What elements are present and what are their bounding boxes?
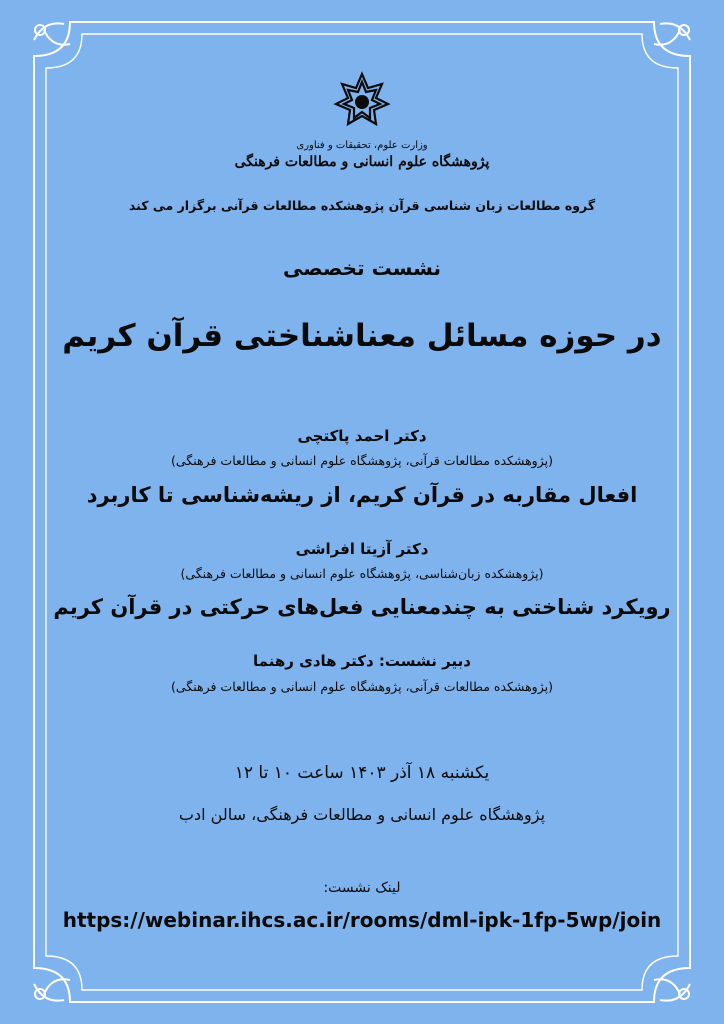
speaker-2-affiliation: (پژوهشکده زبان‌شناسی، پژوهشگاه علوم انسانی و مطالعات فرهنگی) bbox=[180, 566, 544, 581]
event-venue: پژوهشگاه علوم انسانی و مطالعات فرهنگی، سالن ادب bbox=[178, 805, 546, 824]
link-label: لینک نشست: bbox=[323, 880, 401, 896]
poster-content bbox=[53, 60, 671, 960]
speaker-1-affiliation: (پژوهشکده مطالعات قرآنی، پژوهشگاه علوم انسانی و مطالعات فرهنگی) bbox=[171, 453, 553, 468]
institute-emblem-icon bbox=[332, 70, 392, 130]
institute-name: پژوهشگاه علوم انسانی و مطالعات فرهنگی bbox=[234, 154, 490, 170]
event-datetime: یکشنبه ۱۸ آذر ۱۴۰۳ ساعت ۱۰ تا ۱۲ bbox=[234, 763, 490, 783]
event-title: در حوزه مسائل معناشناختی قرآن کریم bbox=[62, 318, 662, 354]
speaker-2-talk-title: رویکرد شناختی به چندمعنایی فعل‌های حرکتی در قرآن کریم bbox=[53, 595, 671, 619]
speaker-1-name: دکتر احمد پاکتچی bbox=[297, 427, 427, 445]
event-type: نشست تخصصی bbox=[283, 256, 441, 280]
organizer-line: گروه مطالعات زبان شناسی قرآن پژوهشکده مطالعات قرآنی برگزار می کند bbox=[128, 198, 596, 213]
secretary-name: دبیر نشست: دکتر هادی رهنما bbox=[253, 652, 471, 670]
ministry-name: وزارت علوم، تحقیقات و فناوری bbox=[296, 140, 428, 151]
speaker-2-name: دکتر آزیتا افراشی bbox=[295, 540, 429, 558]
secretary-affiliation: (پژوهشکده مطالعات قرآنی، پژوهشگاه علوم انسانی و مطالعات فرهنگی) bbox=[171, 679, 553, 694]
webinar-link[interactable]: https://webinar.ihcs.ac.ir/rooms/dml-ipk-1fp-5wp/join bbox=[62, 908, 662, 932]
speaker-1-talk-title: افعال مقاربه در قرآن کریم، از ریشه‌شناسی تا کاربرد bbox=[86, 483, 638, 507]
